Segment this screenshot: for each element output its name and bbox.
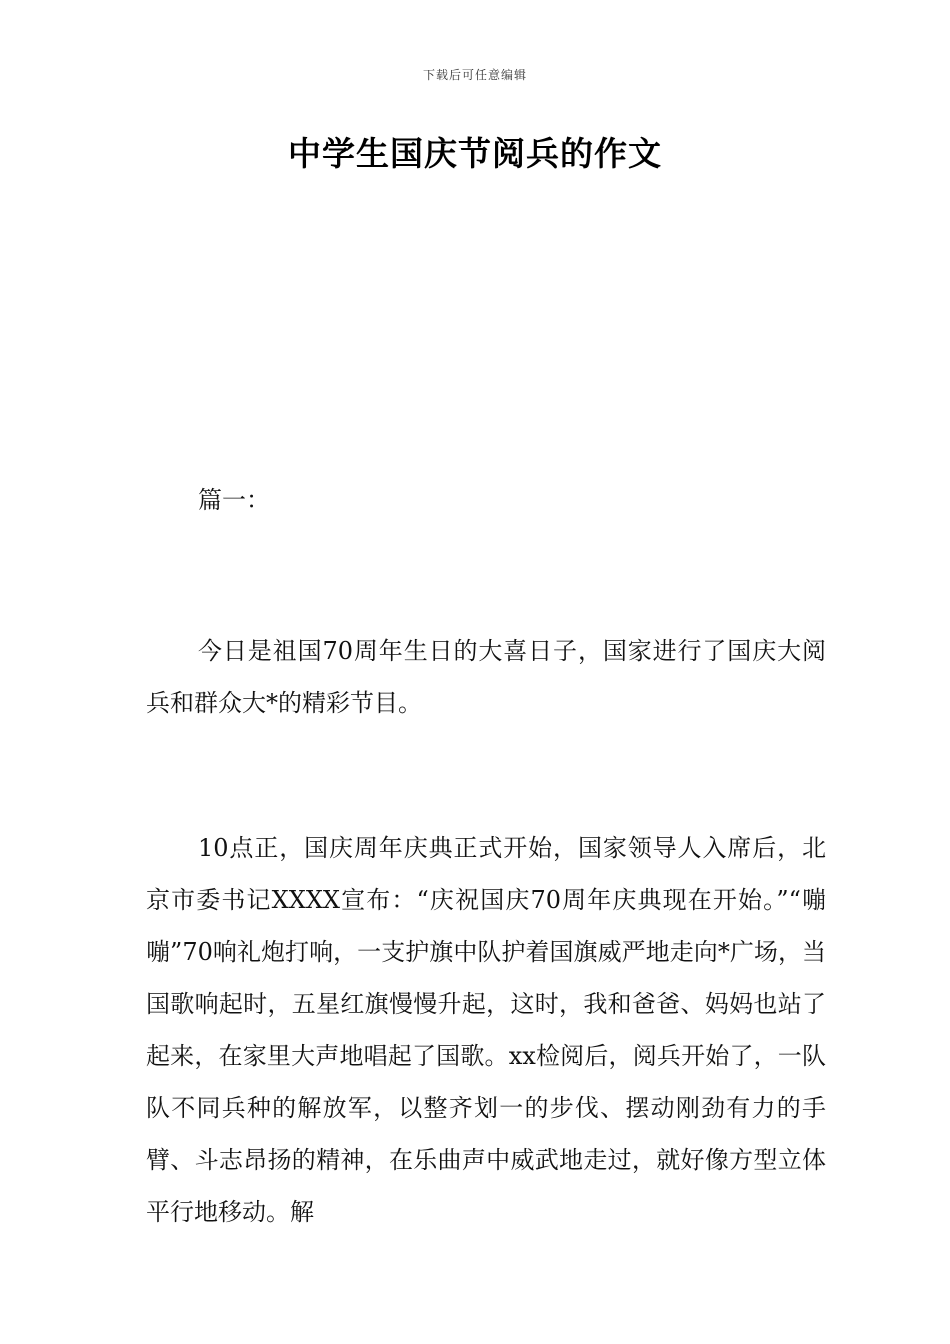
section-label: 篇一： <box>198 486 270 514</box>
paragraph-2: 10点正，国庆周年庆典正式开始，国家领导人入席后，北京市委书记XXXX宣布：“庆祝国庆70周年庆典现在开始。”“嘣嘣”70响礼炮打响，一支护旗中队护着国旗威严地走向*广场，当国歌响起时，五星红旗慢慢升起，这时，我和爸爸、妈妈也站了起来，在家里大声地唱起了国歌。xx检阅后，阅兵开始了，一队队不同兵种的解放军，以整齐划一的步伐、摆动刚劲有力的手臂、斗志昂扬的精神，在乐曲声中威武地走过，就好像方型立体平行地移动。解 <box>146 834 826 1226</box>
header-note: 下载后可任意编辑 <box>422 68 527 82</box>
paragraph-1: 今日是祖国70周年生日的大喜日子，国家进行了国庆大阅兵和群众大*的精彩节目。 <box>146 637 826 717</box>
document-title: 中学生国庆节阅兵的作文 <box>288 134 662 173</box>
